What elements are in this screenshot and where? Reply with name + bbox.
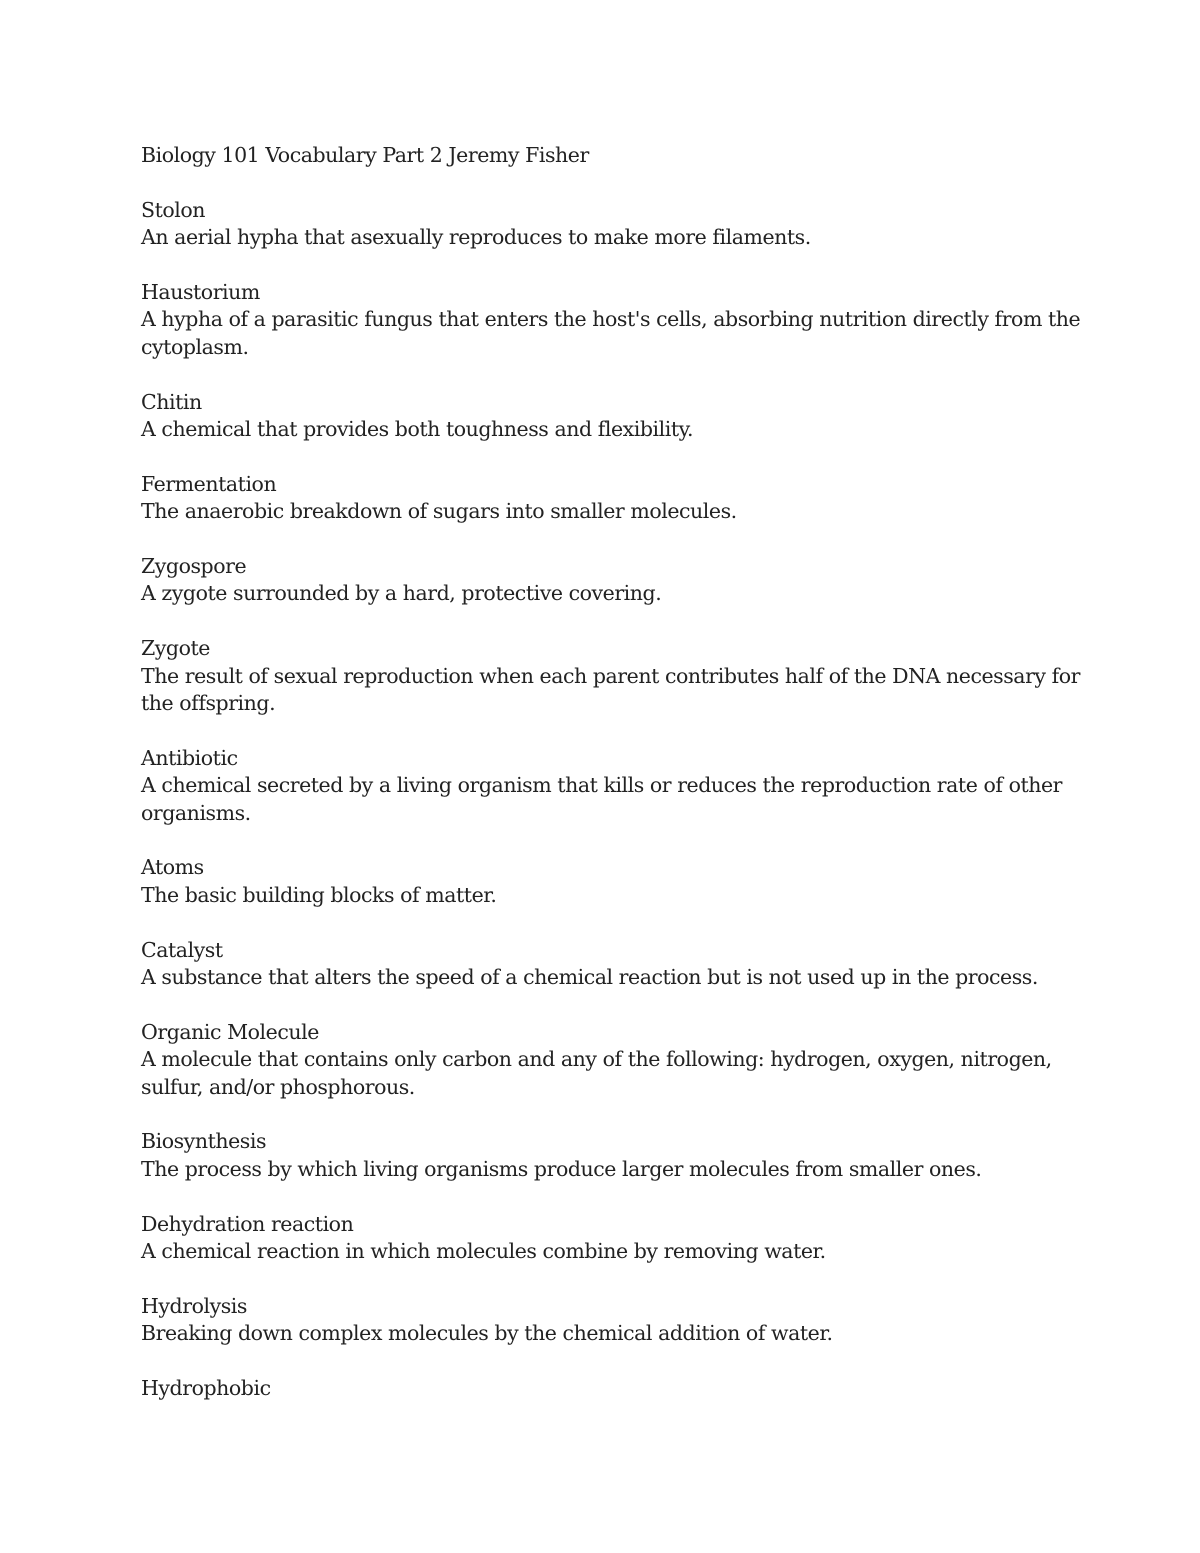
vocab-definition: A hypha of a parasitic fungus that enters the host's cells, absorbing nutrition directly from the cytoplasm. [141,307,1081,359]
vocab-definition: The basic building blocks of matter. [141,882,497,907]
vocab-term: Biosynthesis [141,1129,267,1154]
vocab-term: Catalyst [141,937,223,962]
vocab-term: Hydrophobic [141,1376,271,1401]
vocab-definition: A zygote surrounded by a hard, protective covering. [141,581,662,606]
vocab-definition: Breaking down complex molecules by the chemical addition of water. [141,1321,833,1346]
vocab-entry-hydrophobic [141,1375,1081,1402]
document-title: Biology 101 Vocabulary Part 2 Jeremy Fisher [141,143,589,167]
vocab-definition: A substance that alters the speed of a chemical reaction but is not used up in the process. [141,965,1038,990]
vocab-entry-organic-molecule [141,1019,1081,1101]
vocab-term: Fermentation [141,471,277,496]
vocab-term: Chitin [141,389,202,414]
vocab-entry-zygospore [141,553,1081,608]
vocab-entry-chitin [141,389,1081,444]
vocab-term: Zygote [141,636,210,661]
vocab-entry-biosynthesis [141,1128,1081,1183]
vocab-entry-zygote [141,635,1081,717]
vocab-definition: A chemical reaction in which molecules combine by removing water. [141,1239,826,1264]
vocab-definition: A molecule that contains only carbon and any of the following: hydrogen, oxygen, nitrogen, sulfur, and/or phosphorous. [141,1047,1052,1099]
vocab-term: Zygospore [141,554,247,579]
vocab-definition: The process by which living organisms produce larger molecules from smaller ones. [141,1156,982,1181]
vocab-definition: An aerial hypha that asexually reproduces to make more filaments. [141,225,811,250]
vocab-term: Antibiotic [141,745,238,770]
vocab-term: Haustorium [141,280,260,304]
vocab-entry-hydrolysis [141,1293,1081,1348]
vocab-term: Dehydration reaction [141,1211,354,1236]
vocab-definition: A chemical that provides both toughness and flexibility. [141,417,694,442]
vocab-definition: A chemical secreted by a living organism that kills or reduces the reproduction rate of other organisms. [141,773,1063,825]
vocab-entry-atoms [141,854,1081,909]
vocab-definition: The anaerobic breakdown of sugars into smaller molecules. [141,499,737,524]
vocab-entry-haustorium [141,279,1081,361]
vocab-entry-antibiotic [141,745,1081,827]
vocab-entry-stolon [141,197,1081,252]
vocab-entry-fermentation [141,471,1081,526]
vocab-entry-catalyst [141,937,1081,992]
vocab-term: Organic Molecule [141,1019,319,1044]
vocab-entry-dehydration-reaction [141,1211,1081,1266]
vocab-definition: The result of sexual reproduction when each parent contributes half of the DNA necessary for the offspring. [141,663,1080,716]
vocab-term: Atoms [141,855,204,880]
document-page [141,142,1081,1430]
vocab-term: Stolon [141,197,206,222]
vocab-term: Hydrolysis [141,1293,247,1318]
